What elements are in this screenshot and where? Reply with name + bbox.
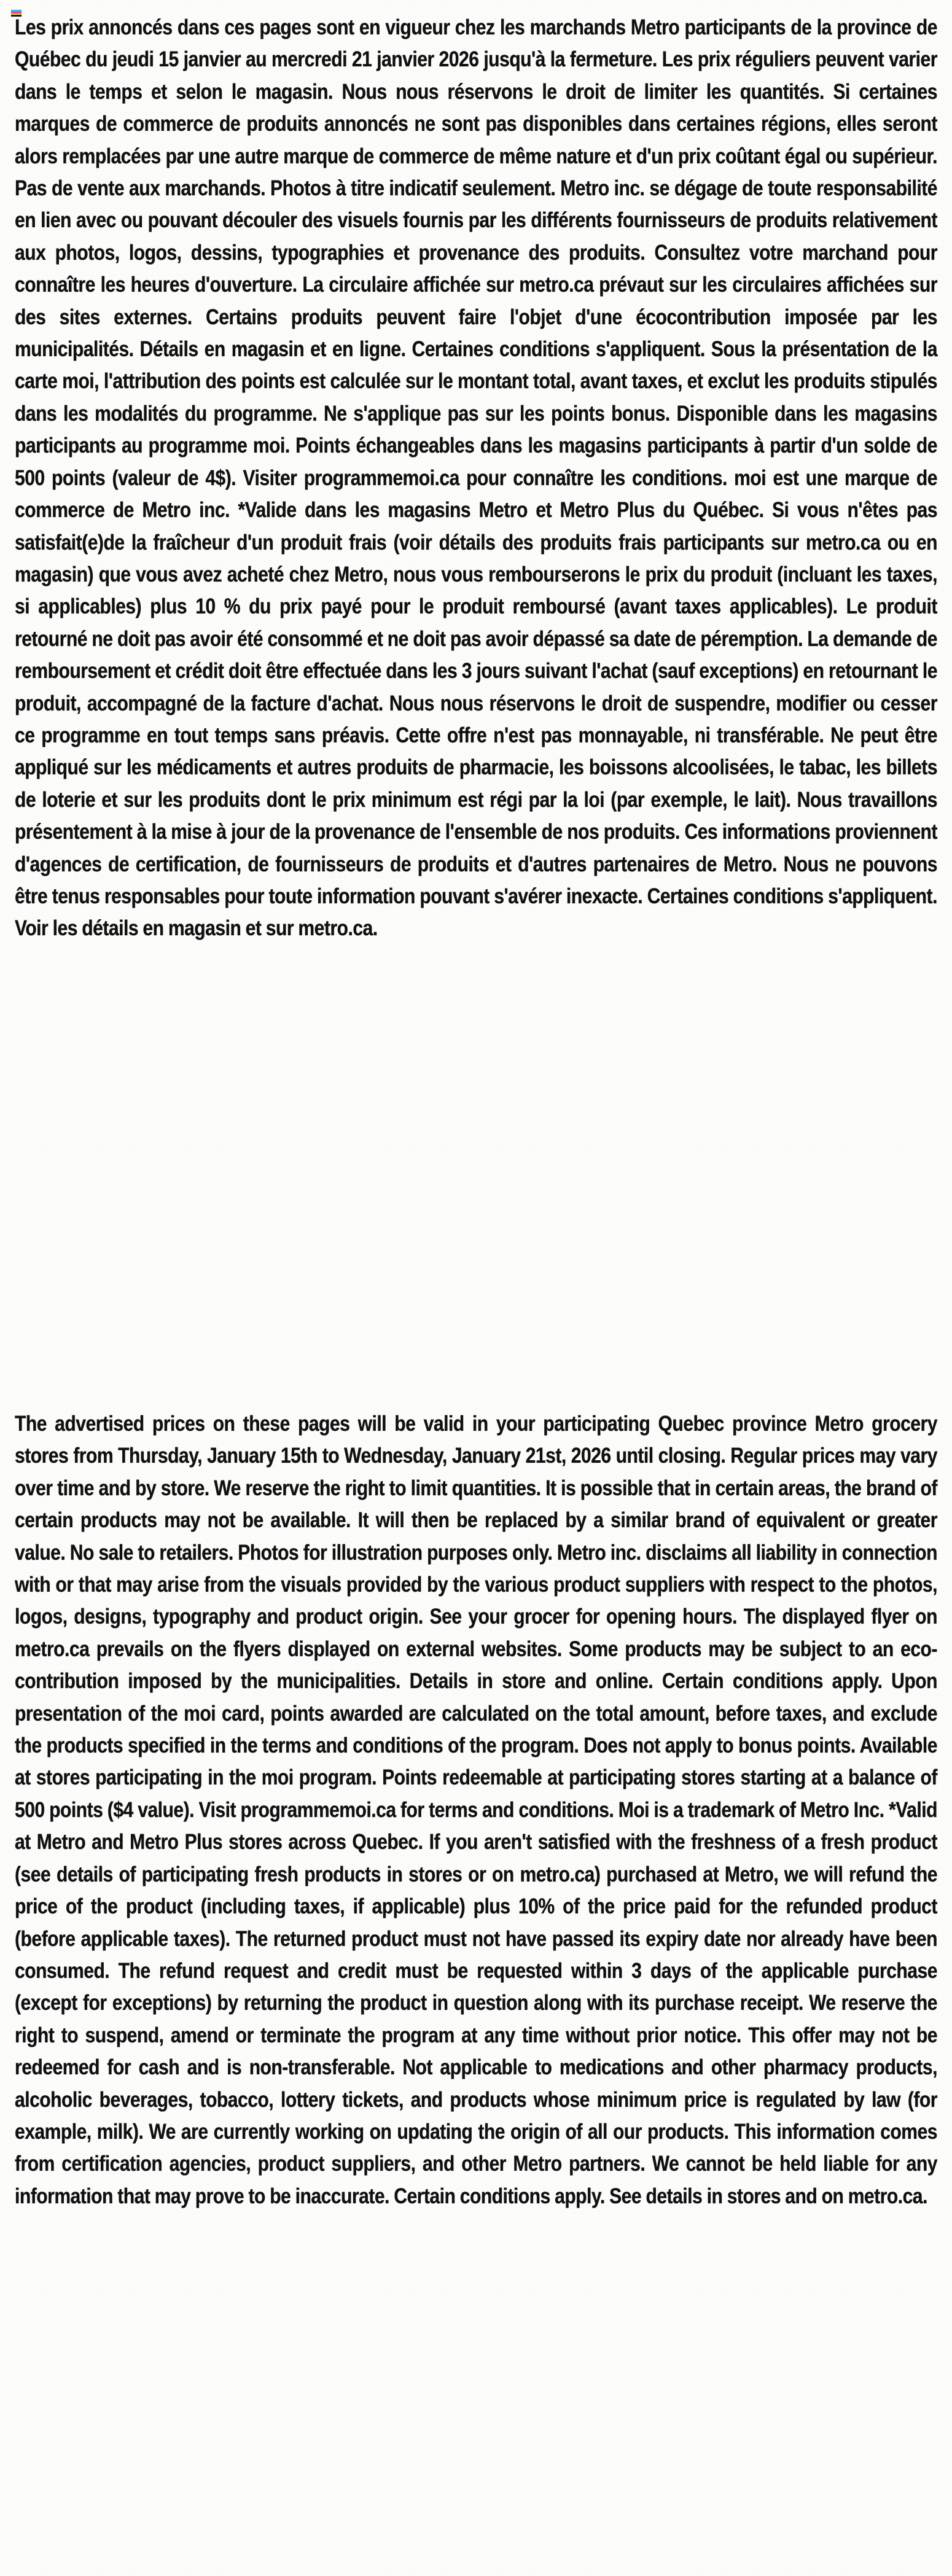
legal-disclaimer-english [15,1407,937,2212]
legal-disclaimer-french [15,11,937,944]
legal-disclaimer-french-body: Les prix annoncés dans ces pages sont en vigueur chez les marchands Metro participants de la province de Québec du jeudi 15 janvier au mercredi 21 janvier 2026 jusqu'à la fermeture. Les prix réguliers peuvent varier dans le temps et selon le magasin. Nous nous réservons le droit de limiter les quantités. Si certaines marques de commerce de produits annoncés ne sont pas disponibles dans certaines régions, elles seront alors remplacées par une autre marque de commerce de même nature et d'un prix coûtant égal ou supérieur. Pas de vente aux marchands. Photos à titre indicatif seulement. Metro inc. se dégage de toute responsabilité en lien avec ou pouvant découler des visuels fournis par les différents fournisseurs de produits relativement aux photos, logos, dessins, typographies et provenance des produits. Consultez votre marchand pour connaître les heures d'ouverture. La circulaire affichée sur metro.ca prévaut sur les circulaires affichées sur des sites externes. Certains produits peuvent faire l'objet d'une écocontribution imposée par les municipalités. Détails en magasin et en ligne. Certaines conditions s'appliquent. Sous la présentation de la carte moi, l'attribution des points est calculée sur le montant total, avant taxes, et exclut les produits stipulés dans les modalités du programme. Ne s'applique pas sur les points bonus. Disponible dans les magasins participants au programme moi. Points échangeables dans les magasins participants à partir d'un solde de 500 points (valeur de 4$). Visiter programmemoi.ca pour connaître les conditions. moi est une marque de commerce de Metro inc. *Valide dans les magasins Metro et Metro Plus du Québec. Si vous n'êtes pas satisfait(e)de la fraîcheur d'un produit frais (voir détails des produits frais participants sur metro.ca ou en magasin) que vous avez acheté chez Metro, nous vous rembourserons le prix du produit (incluant les taxes, si applicables) plus 10 % du prix payé pour le produit remboursé (avant taxes applicables). Le produit retourné ne doit pas avoir été consommé et ne doit pas avoir dépassé sa date de péremption. La demande de remboursement et crédit doit être effectuée dans les 3 jours suivant l'achat (sauf exceptions) en retournant le produit, accompagné de la facture d'achat. Nous nous réservons le droit de suspendre, modifier ou cesser ce programme en tout temps sans préavis. Cette offre n'est pas monnayable, ni transférable. Ne peut être appliqué sur les médicaments et autres produits de pharmacie, les boissons alcoolisées, le tabac, les billets de loterie et sur les produits dont le prix minimum est régi par la loi (par exemple, le lait). Nous travaillons présentement à la mise à jour de la provenance de l'ensemble de nos produits. Ces informations proviennent d'agences de certification, de fournisseurs de produits et d'autres partenaires de Metro. Nous ne pouvons être tenus responsables pour toute information pouvant s'avérer inexacte. Certaines conditions s'appliquent. Voir les détails en magasin et sur metro.ca. [15,15,937,941]
legal-disclaimer-english-body: The advertised prices on these pages will be valid in your participating Quebec province Metro grocery stores from Thursday, January 15th to Wednesday, January 21st, 2026 until closing. Regular prices may vary over time and by store. We reserve the right to limit quantities. It is possible that in certain areas, the brand of certain products may not be available. It will then be replaced by a similar brand of equivalent or greater value. No sale to retailers. Photos for illustration purposes only. Metro inc. disclaims all liability in connection with or that may arise from the visuals provided by the various product suppliers with respect to the photos, logos, designs, typography and product origin. See your grocer for opening hours. The displayed flyer on metro.ca prevails on the flyers displayed on external websites. Some products may be subject to an eco-contribution imposed by the municipalities. Details in store and online. Certain conditions apply. Upon presentation of the moi card, points awarded are calculated on the total amount, before taxes, and exclude the products specified in the terms and conditions of the program. Does not apply to bonus points. Available at stores participating in the moi program. Points redeemable at participating stores starting at a balance of 500 points ($4 value). Visit programmemoi.ca for terms and conditions. Moi is a trademark of Metro Inc. *Valid at Metro and Metro Plus stores across Quebec. If you aren't satisfied with the freshness of a fresh product (see details of participating fresh products in stores or on metro.ca) purchased at Metro, we will refund the price of the product (including taxes, if applicable) plus 10% of the price paid for the refunded product (before applicable taxes). The returned product must not have passed its expiry date nor already have been consumed. The refund request and credit must be requested within 3 days of the applicable purchase (except for exceptions) by returning the product in question along with its purchase receipt. We reserve the right to suspend, amend or terminate the program at any time without prior notice. This offer may not be redeemed for cash and is non-transferable. Not applicable to medications and other pharmacy products, alcoholic beverages, tobacco, lottery tickets, and products whose minimum price is regulated by law (for example, milk). We are currently working on updating the origin of all our products. This information comes from certification agencies, product suppliers, and other Metro partners. We cannot be held liable for any information that may prove to be inaccurate. Certain conditions apply. See details in stores and on metro.ca. [15,1411,937,2208]
